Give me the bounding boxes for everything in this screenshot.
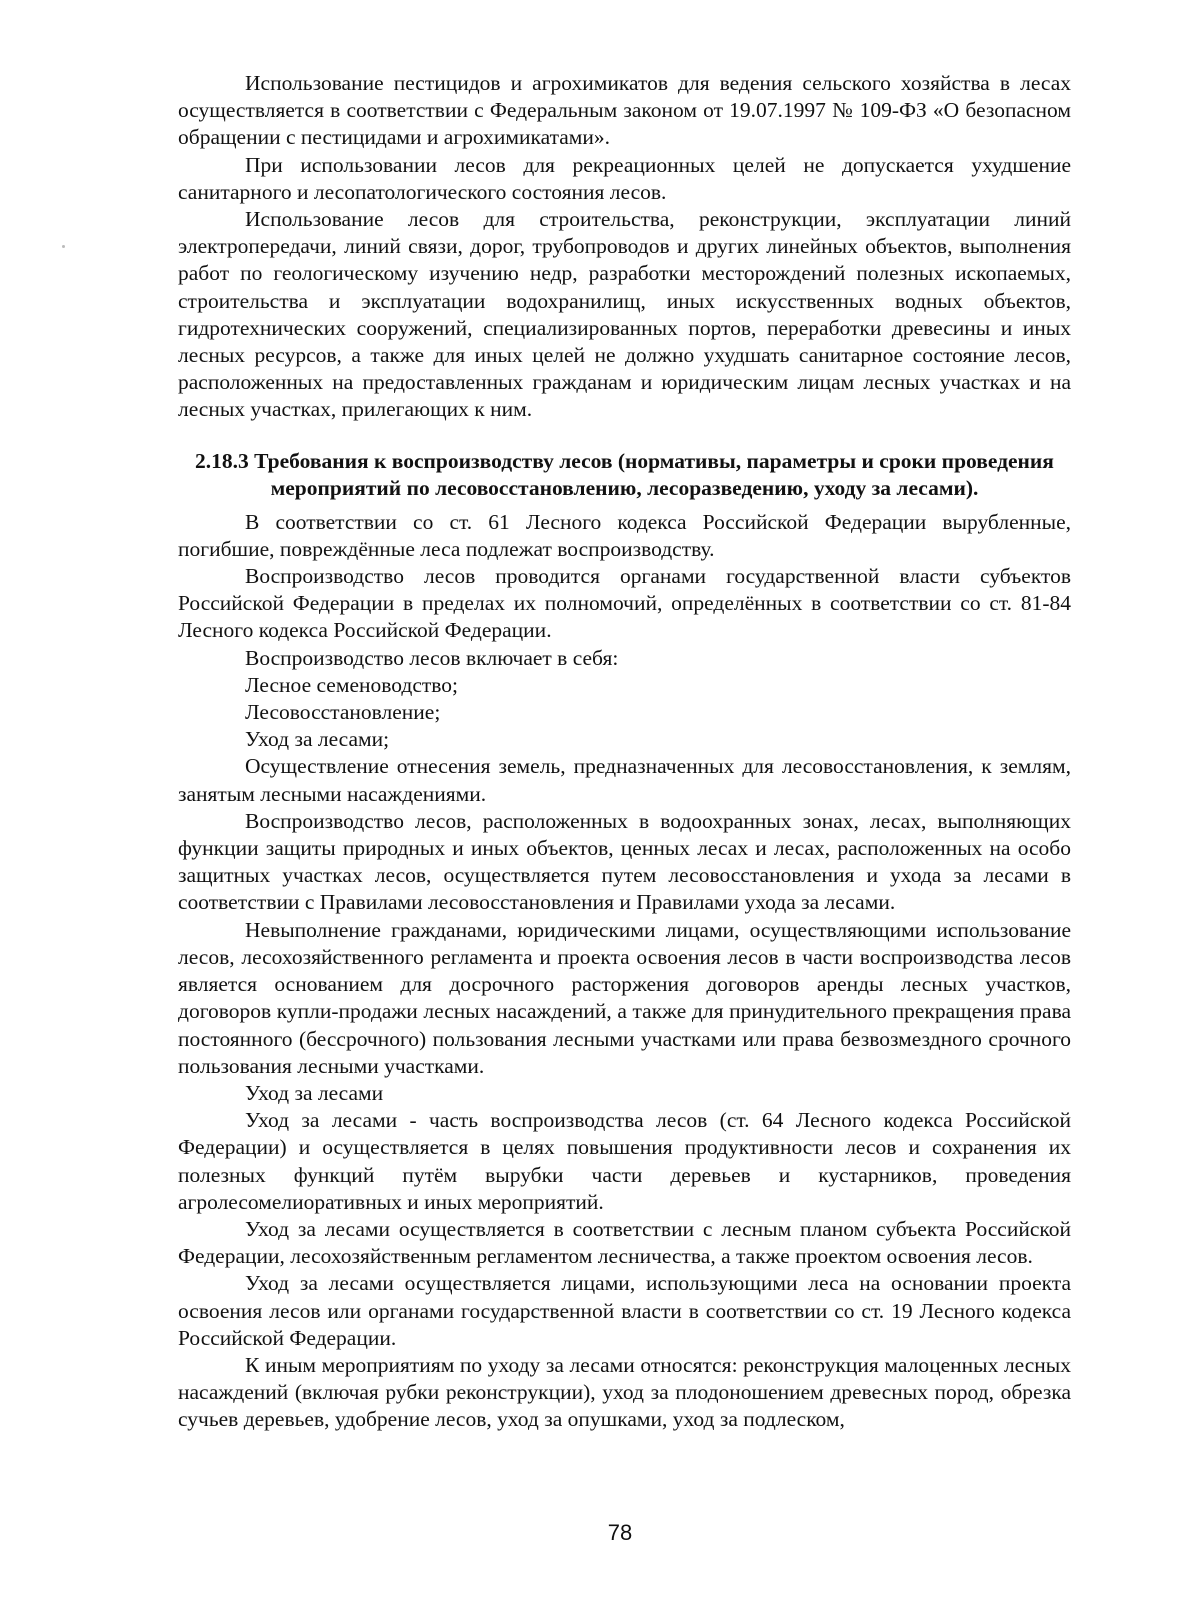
paragraph-article-61: В соответствии со ст. 61 Лесного кодекса Российской Федерации вырубленные, погибшие, повреждённые леса подлежат воспроизводству. xyxy=(178,509,1071,561)
paragraph-other-measures: К иным мероприятиям по уходу за лесами относятся: реконструкция малоценных лесных насаждений (включая рубки реконструкции), уход за плодоношением древесных пород, обрезка сучьев деревьев, удобрение лесов, уход за опушками, уход за подлеском, xyxy=(178,1352,1071,1432)
list-item: Лесное семеноводство; xyxy=(245,672,458,697)
paragraph-protective-forests: Воспроизводство лесов, расположенных в водоохранных зонах, лесах, выполняющих функции защиты природных и иных объектов, ценных лесах и лесах, расположенных на особо защитных участках лесов, осуществляется путем лесовосстановления и ухода за лесами в соответствии с Правилами лесовосстановления и Правилами ухода за лесами. xyxy=(178,808,1071,915)
paragraph-land-assignment: Осуществление отнесения земель, предназначенных для лесовосстановления, к землям, занятым лесными насаждениями. xyxy=(178,754,1071,806)
section-gap xyxy=(178,424,1071,448)
paragraph-recreation: При использовании лесов для рекреационных целей не допускается ухудшение санитарного и лесопатологического состояния лесов. xyxy=(178,152,1071,204)
document-page xyxy=(178,70,1071,1434)
paragraph-noncompliance: Невыполнение гражданами, юридическими лицами, осуществляющими использование лесов, лесохозяйственного регламента и проекта освоения лесов в части воспроизводства лесов является основанием для досрочного расторжения договоров аренды лесных участков, договоров купли-продажи лесных насаждений, а также для принудительного прекращения права постоянного (бессрочного) пользования лесными участками или права безвозмездного срочного пользования лесными участками. xyxy=(178,917,1071,1078)
section-heading: 2.18.3 Требования к воспроизводству лесов (нормативы, параметры и сроки проведения мероприятий по лесовосстановлению, лесоразведению, уходу за лесами). xyxy=(195,448,1054,501)
list-item: Лесовосстановление; xyxy=(245,700,441,725)
list-item: Уход за лесами; xyxy=(245,727,390,752)
subheading-forest-care: Уход за лесами xyxy=(245,1080,384,1105)
list-intro: Воспроизводство лесов включает в себя: xyxy=(245,645,619,670)
page-number: 78 xyxy=(607,1520,633,1545)
paragraph-authorities: Воспроизводство лесов проводится органами государственной власти субъектов Российской Федерации в пределах их полномочий, определённых в соответствии со ст. 81-84 Лесного кодекса Российской Федерации. xyxy=(178,564,1071,643)
paragraph-care-persons: Уход за лесами осуществляется лицами, использующими леса на основании проекта освоения лесов или органами государственной власти в соответствии со ст. 19 Лесного кодекса Российской Федерации. xyxy=(178,1271,1071,1350)
scan-speck xyxy=(62,245,65,248)
paragraph-pesticides: Использование пестицидов и агрохимикатов для ведения сельского хозяйства в лесах осуществляется в соответствии с Федеральным законом от 19.07.1997 № 109-ФЗ «О безопасном обращении с пестицидами и агрохимикатами». xyxy=(178,71,1071,150)
paragraph-care-definition: Уход за лесами - часть воспроизводства лесов (ст. 64 Лесного кодекса Российской Федерации) и осуществляется в целях повышения продуктивности лесов и сохранения их полезных функций путём вырубки части деревьев и кустарников, проведения агролесомелиоративных и иных мероприятий. xyxy=(178,1108,1071,1214)
paragraph-care-plan: Уход за лесами осуществляется в соответствии с лесным планом субъекта Российской Федерации, лесохозяйственным регламентом лесничества, а также проектом освоения лесов. xyxy=(178,1216,1071,1269)
paragraph-construction: Использование лесов для строительства, реконструкции, эксплуатации линий электропередачи, линий связи, дорог, трубопроводов и других линейных объектов, выполнения работ по геологическому изучению недр, разработки месторождений полезных ископаемых, строительства и эксплуатации водохранилищ, иных искусственных водных объектов, гидротехнических сооружений, специализированных портов, переработки древесины и иных лесных ресурсов, а также для иных целей не должно ухудшать санитарное состояние лесов, расположенных на предоставленных гражданам и юридическим лицам лесных участках и на лесных участках, прилегающих к ним. xyxy=(178,207,1071,422)
